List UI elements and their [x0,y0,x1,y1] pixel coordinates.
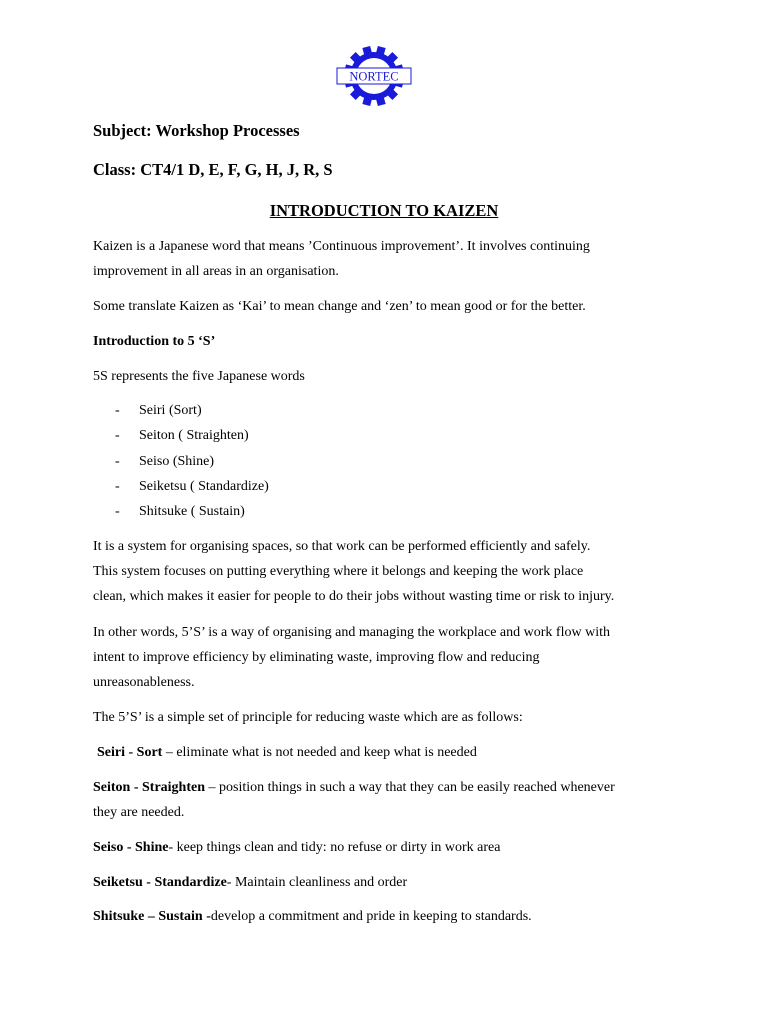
system-line-3: clean, which makes it easier for people to do their jobs without wasting time or risk to injury. [93,589,615,604]
bullet-marker: - [115,454,120,469]
list-item: Seiton ( Straighten) [139,428,249,443]
list-item: Seiso (Shine) [139,454,215,469]
principle-seiketsu [93,870,407,895]
principle-text-continued: they are needed. [93,805,185,820]
intro-line-1: Kaizen is a Japanese word that means ’Continuous improvement’. It involves continuing [93,239,590,254]
principle-seiton [93,775,615,825]
system-paragraph [93,534,614,609]
list-item: Seiri (Sort) [139,403,202,418]
list-item: Shitsuke ( Sustain) [139,504,245,519]
class-line: Class: CT4/1 D, E, F, G, H, J, R, S [93,160,333,179]
intro-paragraph [93,234,590,284]
page-title: INTRODUCTION TO KAIZEN [269,201,499,220]
principle-text: – position things in such a way that they can be easily reached whenever [205,780,615,795]
principle-term: Seiketsu - Standardize [93,875,227,890]
principle-text: - Maintain cleanliness and order [226,875,408,890]
logo-text: NORTEC [349,69,399,84]
principle-intro: The 5’S’ is a simple set of principle for reducing waste which are as follows: [93,710,523,725]
translate-paragraph: Some translate Kaizen as ‘Kai’ to mean change and ‘zen’ to mean good or for the better. [93,299,586,314]
system-line-1: It is a system for organising spaces, so that work can be performed efficiently and safely. [93,539,591,554]
intro-line-2: improvement in all areas in an organisation. [93,264,339,279]
system-line-2: This system focuses on putting everything where it belongs and keeping the work place [93,564,584,579]
nortec-gear-logo [336,46,412,106]
principle-term: Seiton - Straighten [93,780,205,795]
principle-term: Shitsuke – Sustain - [93,909,211,924]
principle-shitsuke [93,904,532,929]
bullet-marker: - [115,504,120,519]
principle-seiso [93,835,500,860]
bullet-marker: - [115,428,120,443]
bullet-marker: - [115,403,120,418]
principle-term: Seiri - Sort [97,745,163,760]
other-words-line-1: In other words, 5’S’ is a way of organising and managing the workplace and work flow with [93,625,610,640]
other-words-paragraph [93,620,610,695]
list-item: Seiketsu ( Standardize) [139,479,269,494]
bullet-marker: - [115,479,120,494]
five-s-heading: Introduction to 5 ‘S’ [93,334,216,349]
five-s-intro: 5S represents the five Japanese words [93,369,305,384]
principle-seiri [97,740,477,765]
other-words-line-2: intent to improve efficiency by eliminating waste, improving flow and reducing [93,650,540,665]
principle-text: develop a commitment and pride in keeping to standards. [210,909,532,924]
subject-line: Subject: Workshop Processes [93,121,300,140]
principle-text: – eliminate what is not needed and keep what is needed [162,745,477,760]
other-words-line-3: unreasonableness. [93,675,195,690]
principle-text: - keep things clean and tidy: no refuse or dirty in work area [168,840,501,855]
principle-term: Seiso - Shine [93,840,169,855]
